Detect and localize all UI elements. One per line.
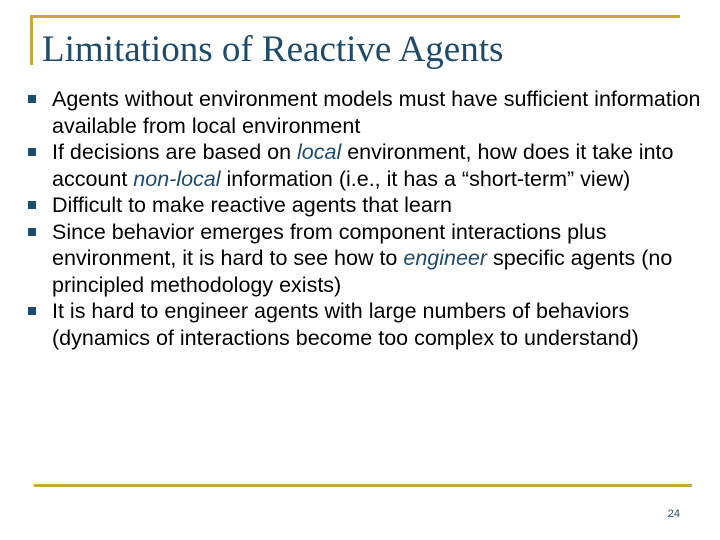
bullet-text: information (i.e., it has a “short-term” view): [220, 166, 631, 191]
page-number: 24: [667, 508, 680, 520]
square-bullet-icon: [28, 148, 36, 156]
bullet-text: specific agents (no principled methodology exists): [52, 246, 673, 297]
slide-frame-left-rule: [30, 15, 33, 65]
bullet-item: [28, 219, 708, 299]
bullet-text: Agents without environment models must have sufficient information available from local environment: [52, 87, 701, 138]
emphasis-text: engineer: [403, 246, 488, 270]
bullet-item: [28, 139, 708, 192]
emphasis-text: non-local: [133, 166, 221, 191]
square-bullet-icon: [28, 228, 36, 236]
bullet-text: environment, how does it take into account: [52, 140, 674, 191]
slide-frame-bottom-rule: [34, 484, 692, 487]
bullet-text: Since behavior emerges from component interactions plus environment, it is hard to see how to: [52, 219, 607, 270]
bullet-item: [28, 86, 708, 139]
bullet-item: [28, 298, 708, 351]
slide-title: Limitations of Reactive Agents: [42, 29, 504, 70]
emphasis-text: local: [297, 140, 342, 164]
bullet-text: It is hard to engineer agents with large numbers of behaviors (dynamics of interactions become too complex to understand): [52, 299, 639, 350]
bullet-text: If decisions are based on: [52, 140, 298, 164]
bullet-list: [28, 86, 708, 351]
square-bullet-icon: [28, 95, 36, 103]
bullet-item: [28, 192, 708, 219]
bullet-text: Difficult to make reactive agents that learn: [52, 193, 452, 217]
square-bullet-icon: [28, 307, 36, 315]
slide-frame-top-rule: [30, 15, 680, 18]
square-bullet-icon: [28, 201, 36, 209]
